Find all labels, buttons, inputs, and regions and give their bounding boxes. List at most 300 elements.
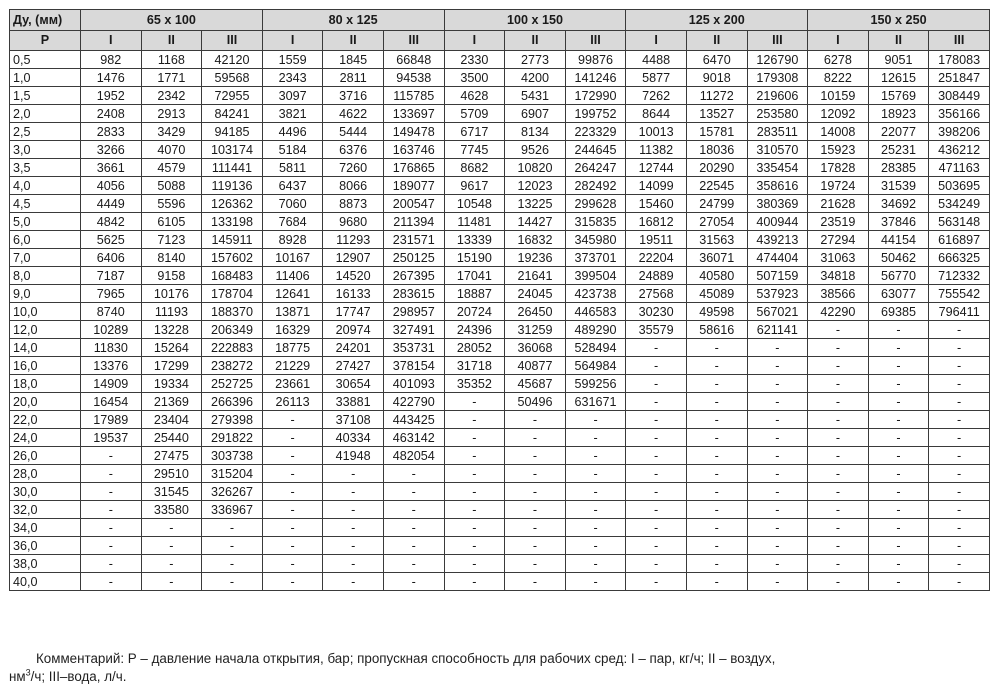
capacity-cell: - (383, 483, 444, 501)
capacity-cell: 16133 (323, 285, 384, 303)
capacity-cell: - (262, 411, 323, 429)
capacity-cell: - (565, 537, 626, 555)
capacity-cell: 7123 (141, 231, 202, 249)
capacity-cell: - (929, 357, 990, 375)
capacity-cell: - (929, 375, 990, 393)
capacity-cell: 250125 (383, 249, 444, 267)
table-row (10, 159, 990, 177)
capacity-cell: 19724 (808, 177, 869, 195)
capacity-cell: 6717 (444, 123, 505, 141)
capacity-cell: 9680 (323, 213, 384, 231)
capacity-cell: - (323, 465, 384, 483)
capacity-cell: 6406 (81, 249, 142, 267)
capacity-cell: 3266 (81, 141, 142, 159)
capacity-cell: - (505, 483, 566, 501)
capacity-cell: 179308 (747, 69, 808, 87)
capacity-cell: 15781 (686, 123, 747, 141)
capacity-cell: 69385 (868, 303, 929, 321)
capacity-cell: 27427 (323, 357, 384, 375)
capacity-cell: 13225 (505, 195, 566, 213)
capacity-cell: 18036 (686, 141, 747, 159)
capacity-cell: 537923 (747, 285, 808, 303)
capacity-cell: 2913 (141, 105, 202, 123)
capacity-cell: - (565, 483, 626, 501)
capacity-cell: 58616 (686, 321, 747, 339)
capacity-cell: 9158 (141, 267, 202, 285)
capacity-cell: 33580 (141, 501, 202, 519)
pressure-cell: 1,5 (10, 87, 81, 105)
capacity-cell: 23661 (262, 375, 323, 393)
capacity-cell: 40877 (505, 357, 566, 375)
capacity-cell: 28052 (444, 339, 505, 357)
capacity-cell: 8140 (141, 249, 202, 267)
capacity-cell: 145911 (202, 231, 263, 249)
capacity-cell: 15923 (808, 141, 869, 159)
capacity-cell: - (141, 573, 202, 591)
capacity-cell: - (747, 573, 808, 591)
capacity-cell: - (808, 375, 869, 393)
capacity-cell: - (929, 339, 990, 357)
capacity-cell: - (808, 483, 869, 501)
capacity-cell: 474404 (747, 249, 808, 267)
media-header: II (505, 31, 566, 51)
capacity-cell: 253580 (747, 105, 808, 123)
capacity-cell: 34818 (808, 267, 869, 285)
capacity-cell: - (686, 411, 747, 429)
capacity-cell: - (383, 555, 444, 573)
capacity-cell: - (929, 555, 990, 573)
capacity-cell: - (747, 555, 808, 573)
capacity-cell: 50462 (868, 249, 929, 267)
capacity-cell: - (81, 465, 142, 483)
capacity-cell: 133198 (202, 213, 263, 231)
capacity-cell: 8873 (323, 195, 384, 213)
capacity-cell: 11293 (323, 231, 384, 249)
table-row (10, 249, 990, 267)
capacity-cell: 56770 (868, 267, 929, 285)
capacity-cell: 356166 (929, 105, 990, 123)
pressure-cell: 16,0 (10, 357, 81, 375)
capacity-cell: - (444, 537, 505, 555)
capacity-cell: 37108 (323, 411, 384, 429)
capacity-cell: - (141, 555, 202, 573)
pressure-header: Р (10, 31, 81, 51)
capacity-cell: - (686, 447, 747, 465)
table-row (10, 141, 990, 159)
pressure-cell: 4,5 (10, 195, 81, 213)
capacity-cell: 22077 (868, 123, 929, 141)
capacity-cell: 10548 (444, 195, 505, 213)
capacity-cell: 11272 (686, 87, 747, 105)
capacity-cell: - (747, 447, 808, 465)
capacity-cell: 10159 (808, 87, 869, 105)
capacity-cell: - (868, 537, 929, 555)
capacity-cell: - (262, 429, 323, 447)
capacity-cell: - (626, 447, 687, 465)
capacity-cell: 422790 (383, 393, 444, 411)
pressure-cell: 9,0 (10, 285, 81, 303)
capacity-cell: - (686, 483, 747, 501)
capacity-cell: - (929, 573, 990, 591)
capacity-cell: - (868, 465, 929, 483)
capacity-cell: 45089 (686, 285, 747, 303)
capacity-cell: 6376 (323, 141, 384, 159)
capacity-cell: 23519 (808, 213, 869, 231)
capacity-cell: 5431 (505, 87, 566, 105)
capacity-cell: 16454 (81, 393, 142, 411)
capacity-cell: 6907 (505, 105, 566, 123)
capacity-cell: - (747, 393, 808, 411)
capacity-cell: - (686, 465, 747, 483)
capacity-cell: 2342 (141, 87, 202, 105)
capacity-cell: 18775 (262, 339, 323, 357)
capacity-cell: - (929, 429, 990, 447)
capacity-cell: 19236 (505, 249, 566, 267)
capacity-cell: 7187 (81, 267, 142, 285)
capacity-cell: 15190 (444, 249, 505, 267)
capacity-cell: 10013 (626, 123, 687, 141)
capacity-cell: 29510 (141, 465, 202, 483)
capacity-cell: 5596 (141, 195, 202, 213)
table-row (10, 447, 990, 465)
capacity-cell: - (444, 555, 505, 573)
capacity-cell: - (929, 501, 990, 519)
media-header: I (808, 31, 869, 51)
capacity-cell: - (505, 501, 566, 519)
capacity-cell: 378154 (383, 357, 444, 375)
capacity-cell: 11382 (626, 141, 687, 159)
size-header: 65 х 100 (81, 10, 263, 31)
capacity-cell: 2811 (323, 69, 384, 87)
capacity-cell: 264247 (565, 159, 626, 177)
capacity-cell: 31539 (868, 177, 929, 195)
capacity-cell: - (626, 393, 687, 411)
capacity-cell: - (444, 483, 505, 501)
capacity-cell: 178704 (202, 285, 263, 303)
capacity-cell: 219606 (747, 87, 808, 105)
capacity-cell: 12641 (262, 285, 323, 303)
capacity-cell: 327491 (383, 321, 444, 339)
capacity-cell: - (262, 501, 323, 519)
media-header-row (10, 31, 990, 51)
capacity-cell: 35352 (444, 375, 505, 393)
capacity-cell: 42290 (808, 303, 869, 321)
capacity-cell: 223329 (565, 123, 626, 141)
pressure-cell: 3,0 (10, 141, 81, 159)
capacity-cell: - (565, 429, 626, 447)
capacity-cell: - (747, 519, 808, 537)
table-row (10, 231, 990, 249)
pressure-cell: 5,0 (10, 213, 81, 231)
capacity-cell: 398206 (929, 123, 990, 141)
capacity-cell: 279398 (202, 411, 263, 429)
capacity-cell: - (686, 393, 747, 411)
table-row (10, 195, 990, 213)
capacity-cell: - (202, 573, 263, 591)
pressure-cell: 2,5 (10, 123, 81, 141)
capacity-cell: 4488 (626, 51, 687, 69)
capacity-cell: 30654 (323, 375, 384, 393)
capacity-cell: 149478 (383, 123, 444, 141)
capacity-cell: 126790 (747, 51, 808, 69)
capacity-cell: - (444, 519, 505, 537)
capacity-cell: 503695 (929, 177, 990, 195)
capacity-cell: 796411 (929, 303, 990, 321)
size-header: 100 х 150 (444, 10, 626, 31)
capacity-cell: 157602 (202, 249, 263, 267)
capacity-cell: 50496 (505, 393, 566, 411)
capacity-cell: - (808, 447, 869, 465)
table-row (10, 69, 990, 87)
capacity-cell: 18923 (868, 105, 929, 123)
capacity-cell: 443425 (383, 411, 444, 429)
capacity-cell: - (81, 537, 142, 555)
capacity-cell: - (565, 519, 626, 537)
capacity-cell: - (323, 537, 384, 555)
capacity-cell: - (323, 519, 384, 537)
capacity-cell: 27475 (141, 447, 202, 465)
capacity-cell: 21369 (141, 393, 202, 411)
capacity-cell: - (808, 393, 869, 411)
capacity-cell: - (868, 447, 929, 465)
capacity-cell: 99876 (565, 51, 626, 69)
capacity-cell: 282492 (565, 177, 626, 195)
media-header: III (202, 31, 263, 51)
capacity-cell: 14520 (323, 267, 384, 285)
media-header: I (81, 31, 142, 51)
capacity-cell: 189077 (383, 177, 444, 195)
capacity-cell: 17828 (808, 159, 869, 177)
capacity-cell: - (747, 537, 808, 555)
capacity-cell: 18887 (444, 285, 505, 303)
capacity-cell: 283615 (383, 285, 444, 303)
capacity-cell: 12907 (323, 249, 384, 267)
capacity-cell: 621141 (747, 321, 808, 339)
capacity-cell: 172990 (565, 87, 626, 105)
capacity-cell: - (686, 555, 747, 573)
capacity-cell: - (808, 339, 869, 357)
capacity-cell: - (808, 465, 869, 483)
capacity-cell: - (262, 555, 323, 573)
capacity-cell: - (686, 339, 747, 357)
capacity-cell: - (141, 519, 202, 537)
capacity-cell: 19537 (81, 429, 142, 447)
capacity-cell: 36071 (686, 249, 747, 267)
capacity-cell: - (747, 465, 808, 483)
comment-unit-suffix: /ч; III–вода, л/ч. (30, 669, 127, 684)
capacity-cell: 16832 (505, 231, 566, 249)
capacity-cell: 291822 (202, 429, 263, 447)
capacity-cell: 94185 (202, 123, 263, 141)
capacity-cell: 35579 (626, 321, 687, 339)
capacity-cell: 563148 (929, 213, 990, 231)
capacity-cell: 507159 (747, 267, 808, 285)
capacity-cell: 1952 (81, 87, 142, 105)
capacity-cell: 17747 (323, 303, 384, 321)
comment-line-1: Комментарий: Р – давление начала открытия, бар; пропускная способность для рабочих сред: I – пар, кг/ч; II – воздух, (36, 651, 776, 666)
capacity-cell: - (808, 573, 869, 591)
pressure-cell: 7,0 (10, 249, 81, 267)
capacity-cell: - (81, 555, 142, 573)
table-row (10, 375, 990, 393)
table-row (10, 321, 990, 339)
capacity-cell: 298957 (383, 303, 444, 321)
size-header-row (10, 10, 990, 31)
capacity-cell: 11481 (444, 213, 505, 231)
capacity-cell: 358616 (747, 177, 808, 195)
capacity-cell: 8682 (444, 159, 505, 177)
capacity-cell: - (686, 573, 747, 591)
capacity-cell: - (323, 483, 384, 501)
dn-corner-label: Ду, (мм) (10, 10, 81, 31)
capacity-cell: 27054 (686, 213, 747, 231)
capacity-cell: - (565, 447, 626, 465)
pressure-cell: 14,0 (10, 339, 81, 357)
capacity-cell: 446583 (565, 303, 626, 321)
capacity-cell: 14099 (626, 177, 687, 195)
capacity-cell: 12744 (626, 159, 687, 177)
capacity-cell: 10176 (141, 285, 202, 303)
media-header: III (383, 31, 444, 51)
capacity-cell: 168483 (202, 267, 263, 285)
media-header: II (141, 31, 202, 51)
capacity-cell: 38566 (808, 285, 869, 303)
capacity-cell: - (505, 411, 566, 429)
capacity-cell: 482054 (383, 447, 444, 465)
capacity-cell: 599256 (565, 375, 626, 393)
capacity-cell: 15769 (868, 87, 929, 105)
capacity-cell: 5444 (323, 123, 384, 141)
table-row (10, 411, 990, 429)
capacity-cell: - (81, 573, 142, 591)
capacity-cell: 1845 (323, 51, 384, 69)
capacity-cell: 13376 (81, 357, 142, 375)
capacity-cell: 666325 (929, 249, 990, 267)
pressure-cell: 10,0 (10, 303, 81, 321)
capacity-cell: 31563 (686, 231, 747, 249)
capacity-cell: 9051 (868, 51, 929, 69)
capacity-cell: 66848 (383, 51, 444, 69)
capacity-cell: - (81, 519, 142, 537)
capacity-cell: - (626, 537, 687, 555)
capacity-cell: 353731 (383, 339, 444, 357)
capacity-cell: - (444, 411, 505, 429)
capacity-cell: 10820 (505, 159, 566, 177)
capacity-cell: 6105 (141, 213, 202, 231)
capacity-cell: 1771 (141, 69, 202, 87)
pressure-cell: 18,0 (10, 375, 81, 393)
capacity-cell: 7745 (444, 141, 505, 159)
capacity-cell: - (868, 501, 929, 519)
capacity-cell: 401093 (383, 375, 444, 393)
capacity-cell: - (323, 501, 384, 519)
pressure-cell: 3,5 (10, 159, 81, 177)
capacity-cell: 199752 (565, 105, 626, 123)
capacity-cell: 72955 (202, 87, 263, 105)
pressure-cell: 28,0 (10, 465, 81, 483)
capacity-cell: 21229 (262, 357, 323, 375)
capacity-cell: 133697 (383, 105, 444, 123)
capacity-cell: 8644 (626, 105, 687, 123)
capacity-cell: 380369 (747, 195, 808, 213)
pressure-cell: 20,0 (10, 393, 81, 411)
capacity-cell: 22545 (686, 177, 747, 195)
capacity-cell: - (929, 447, 990, 465)
table-row (10, 483, 990, 501)
pressure-cell: 40,0 (10, 573, 81, 591)
capacity-cell: 5811 (262, 159, 323, 177)
capacity-cell: 10289 (81, 321, 142, 339)
capacity-cell: 7260 (323, 159, 384, 177)
capacity-cell: 178083 (929, 51, 990, 69)
capacity-cell: 14008 (808, 123, 869, 141)
capacity-cell: - (747, 483, 808, 501)
capacity-cell: 4622 (323, 105, 384, 123)
capacity-cell: 59568 (202, 69, 263, 87)
capacity-cell: - (868, 393, 929, 411)
capacity-cell: 26450 (505, 303, 566, 321)
capacity-cell: 6470 (686, 51, 747, 69)
media-header: III (747, 31, 808, 51)
capacity-cell: 471163 (929, 159, 990, 177)
capacity-cell: 326267 (202, 483, 263, 501)
capacity-cell: 15264 (141, 339, 202, 357)
pressure-cell: 12,0 (10, 321, 81, 339)
capacity-cell: - (626, 429, 687, 447)
capacity-cell: - (626, 339, 687, 357)
capacity-cell: - (262, 483, 323, 501)
capacity-cell: 40334 (323, 429, 384, 447)
capacity-cell: - (444, 465, 505, 483)
capacity-cell: 7684 (262, 213, 323, 231)
capacity-cell: 13871 (262, 303, 323, 321)
capacity-cell: 336967 (202, 501, 263, 519)
capacity-cell: 11406 (262, 267, 323, 285)
capacity-cell: - (808, 357, 869, 375)
capacity-cell: 25440 (141, 429, 202, 447)
capacity-cell: 94538 (383, 69, 444, 87)
capacity-cell: - (262, 537, 323, 555)
pressure-cell: 6,0 (10, 231, 81, 249)
capacity-cell: 266396 (202, 393, 263, 411)
capacity-cell: - (626, 375, 687, 393)
capacity-cell: 16329 (262, 321, 323, 339)
capacity-cell: - (747, 501, 808, 519)
capacity-cell: 34692 (868, 195, 929, 213)
capacity-cell: 5088 (141, 177, 202, 195)
capacity-cell: 12092 (808, 105, 869, 123)
capacity-cell: 31545 (141, 483, 202, 501)
capacity-cell: - (808, 321, 869, 339)
capacity-cell: - (747, 429, 808, 447)
capacity-cell: 12615 (868, 69, 929, 87)
pressure-cell: 0,5 (10, 51, 81, 69)
capacity-cell: 222883 (202, 339, 263, 357)
capacity-cell: 231571 (383, 231, 444, 249)
capacity-cell: - (202, 537, 263, 555)
capacity-cell: 37846 (868, 213, 929, 231)
capacity-cell: 20290 (686, 159, 747, 177)
capacity-cell: - (141, 537, 202, 555)
media-header: I (444, 31, 505, 51)
capacity-cell: 141246 (565, 69, 626, 87)
capacity-cell: 14909 (81, 375, 142, 393)
capacity-cell: 400944 (747, 213, 808, 231)
capacity-cell: 36068 (505, 339, 566, 357)
capacity-cell: 33881 (323, 393, 384, 411)
capacity-cell: - (868, 429, 929, 447)
capacity-cell: - (929, 393, 990, 411)
